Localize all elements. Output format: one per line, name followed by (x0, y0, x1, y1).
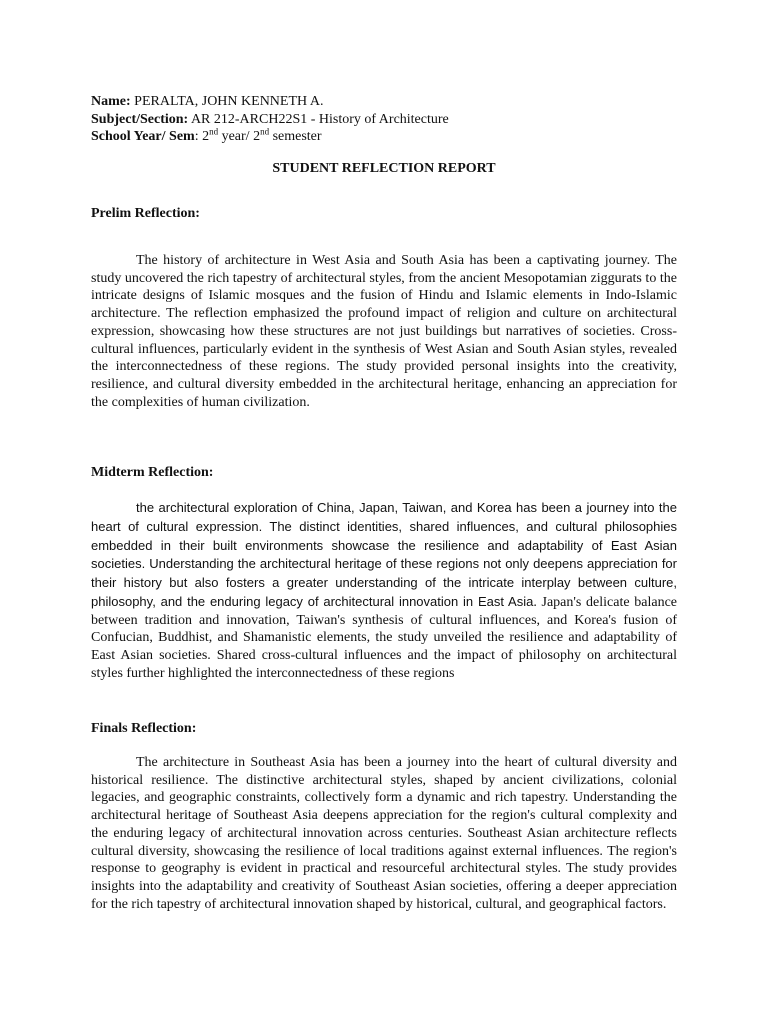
sem-ordinal: nd (260, 126, 270, 137)
report-title: STUDENT REFLECTION REPORT (272, 161, 496, 176)
midterm-paragraph (91, 499, 677, 683)
year-mid: year/ 2 (218, 129, 261, 144)
name-label: Name: (91, 94, 131, 109)
student-info (91, 93, 691, 146)
name-value: PERALTA, JOHN KENNETH A. (130, 94, 324, 109)
name-line (91, 93, 691, 111)
finals-paragraph: The architecture in Southeast Asia has been a journey into the heart of cultural diversity and historical resilience. The distinctive architectural styles, shaped by ancient civilizations, colonial legacies, and geographic constraints, collectively form a dynamic and rich tapestry. Understanding the architectural heritage of Southeast Asia deepens appreciation for the region's cultural complexity and the enduring legacy of architectural innovation across centuries. Southeast Asian architecture reflects cultural diversity, showcasing the resilience of local traditions against external influences. The region's response to geography is evident in practical and resourceful architectural styles. The study provides insights into the adaptability and creativity of Southeast Asian societies, offering a deeper appreciation for the rich tapestry of architectural innovation shaped by historical, cultural, and geographical factors. (91, 755, 677, 912)
subject-label: Subject/Section: (91, 111, 189, 127)
prelim-heading: Prelim Reflection: (91, 206, 200, 221)
prelim-paragraph: The history of architecture in West Asia and South Asia has been a captivating journey. The study uncovered the rich tapestry of architectural styles, from the ancient Mesopotamian ziggurats to the intricate designs of Islamic mosques and the fusion of Hindu and Islamic elements in Indo-Islamic architecture. The reflection emphasized the profound impact of religion and culture on architectural expression, showcasing how these structures are not just buildings but narratives of societies. Cross-cultural influences, particularly evident in the synthesis of West Asian and South Asian styles, revealed the interconnectedness of these regions. The study provided personal insights into the creativity, resilience, and cultural diversity embedded in the architectural heritage, enhancing an appreciation for the complexities of human civilization. (91, 253, 677, 410)
year-prefix: : 2 (194, 129, 210, 144)
subject-line (91, 111, 691, 129)
midterm-heading: Midterm Reflection: (91, 465, 214, 480)
year-ordinal: nd (209, 126, 219, 137)
school-year-label: School Year/ Sem (91, 129, 195, 144)
school-year-line (91, 128, 691, 146)
finals-heading: Finals Reflection: (91, 721, 197, 736)
sem-suffix: semester (269, 129, 322, 144)
subject-value: AR 212-ARCH22S1 - History of Architecture (188, 111, 449, 127)
midterm-text-part2: . Japan's delicate balance between tradition and innovation, Taiwan's synthesis of cultural influences, and Korea's fusion of Confucian, Buddhist, and Shamanistic elements, the study unveiled the resilience and adaptability of East Asian societies. Shared cross-cultural influences and the impact of philosophy on architectural styles further highlighted the interconnectedness of these regions (91, 594, 677, 681)
midterm-text-part1: the architectural exploration of China, Japan, Taiwan, and Korea has been a journey into the heart of cultural expression. The distinct identities, shared influences, and cultural philosophies embedded in their built environments showcase the resilience and adaptability of East Asian societies. Understanding the architectural heritage of these regions not only deepens appreciation for their history but also fosters a greater understanding of the intricate interplay between culture, philosophy, and the enduring legacy of architectural innovation in East Asia (91, 500, 677, 609)
